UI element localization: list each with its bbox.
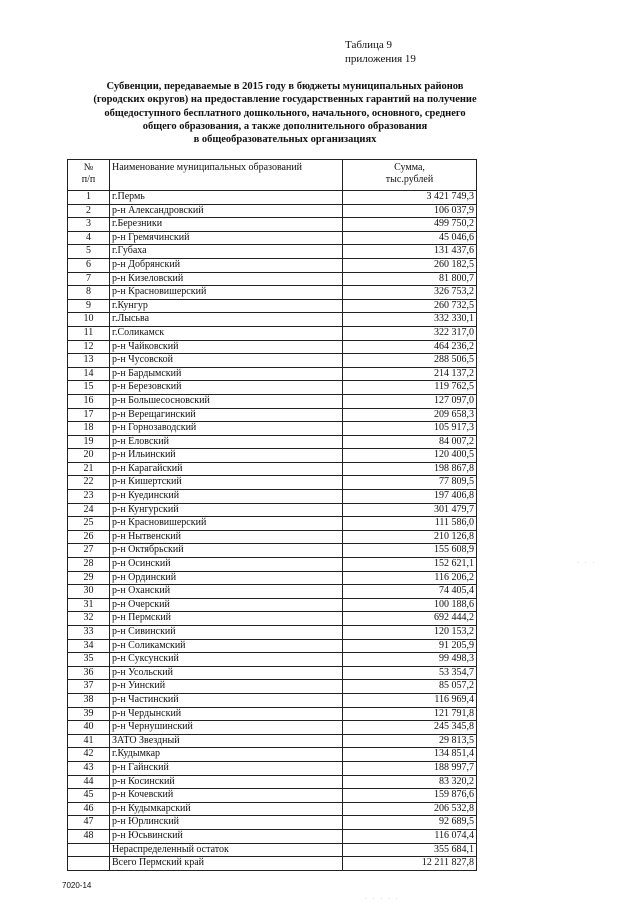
row-municipality: р-н Гайнский bbox=[110, 761, 343, 775]
table-row bbox=[68, 435, 477, 449]
table-row bbox=[68, 693, 477, 707]
row-sum: 116 074,4 bbox=[343, 829, 477, 843]
row-sum: 288 506,5 bbox=[343, 354, 477, 368]
row-municipality: р-н Октябрьский bbox=[110, 544, 343, 558]
table-row bbox=[68, 245, 477, 259]
row-number: 4 bbox=[68, 231, 110, 245]
row-sum: 120 153,2 bbox=[343, 626, 477, 640]
row-number: 46 bbox=[68, 802, 110, 816]
table-row bbox=[68, 258, 477, 272]
row-number: 18 bbox=[68, 422, 110, 436]
table-row bbox=[68, 680, 477, 694]
row-sum: 3 421 749,3 bbox=[343, 191, 477, 205]
row-municipality: г.Лысьва bbox=[110, 313, 343, 327]
row-number: 22 bbox=[68, 476, 110, 490]
table-row bbox=[68, 490, 477, 504]
row-municipality: р-н Юрлинский bbox=[110, 816, 343, 830]
row-municipality: р-н Еловский bbox=[110, 435, 343, 449]
row-sum: 99 498,3 bbox=[343, 653, 477, 667]
table-row bbox=[68, 802, 477, 816]
table-body bbox=[68, 191, 477, 871]
table-row bbox=[68, 340, 477, 354]
row-number: 33 bbox=[68, 626, 110, 640]
caption-appendix-number: приложения 19 bbox=[345, 53, 416, 65]
row-number: 14 bbox=[68, 367, 110, 381]
row-number: 47 bbox=[68, 816, 110, 830]
row-number: 27 bbox=[68, 544, 110, 558]
row-municipality: г.Губаха bbox=[110, 245, 343, 259]
table-row bbox=[68, 408, 477, 422]
row-municipality: р-н Чусовской bbox=[110, 354, 343, 368]
row-municipality: р-н Куединский bbox=[110, 490, 343, 504]
row-number: 39 bbox=[68, 707, 110, 721]
header-sum-unit: тыс.рублей bbox=[385, 174, 434, 185]
title-line: общего образования, а также дополнительного образования bbox=[142, 120, 428, 132]
table-row bbox=[68, 503, 477, 517]
row-municipality: р-н Бардымский bbox=[110, 367, 343, 381]
table-row bbox=[68, 653, 477, 667]
row-municipality: р-н Чернушинский bbox=[110, 721, 343, 735]
row-number: 25 bbox=[68, 517, 110, 531]
row-municipality: р-н Уинский bbox=[110, 680, 343, 694]
row-municipality: р-н Кунгурский bbox=[110, 503, 343, 517]
table-row bbox=[68, 626, 477, 640]
row-sum: 77 809,5 bbox=[343, 476, 477, 490]
row-municipality: р-н Очерский bbox=[110, 598, 343, 612]
row-municipality: р-н Александровский bbox=[110, 204, 343, 218]
table-row bbox=[68, 789, 477, 803]
table-row bbox=[68, 721, 477, 735]
row-sum: 245 345,8 bbox=[343, 721, 477, 735]
row-number: 13 bbox=[68, 354, 110, 368]
table-row bbox=[68, 272, 477, 286]
row-number: 36 bbox=[68, 666, 110, 680]
table-row bbox=[68, 748, 477, 762]
row-number: 32 bbox=[68, 612, 110, 626]
row-municipality: р-н Юсьвинский bbox=[110, 829, 343, 843]
row-number: 11 bbox=[68, 326, 110, 340]
row-municipality: р-н Частинский bbox=[110, 693, 343, 707]
row-municipality: р-н Ординский bbox=[110, 571, 343, 585]
row-sum: 214 137,2 bbox=[343, 367, 477, 381]
table-header-row bbox=[68, 160, 477, 191]
row-municipality: р-н Сивинский bbox=[110, 626, 343, 640]
row-sum: 155 608,9 bbox=[343, 544, 477, 558]
row-sum: 92 689,5 bbox=[343, 816, 477, 830]
table-row bbox=[68, 299, 477, 313]
table-row bbox=[68, 761, 477, 775]
row-sum: 198 867,8 bbox=[343, 462, 477, 476]
row-number: 45 bbox=[68, 789, 110, 803]
table-row bbox=[68, 707, 477, 721]
table-row bbox=[68, 354, 477, 368]
table-row bbox=[68, 218, 477, 232]
row-sum: 45 046,6 bbox=[343, 231, 477, 245]
table-row bbox=[68, 326, 477, 340]
row-sum: 326 753,2 bbox=[343, 286, 477, 300]
row-sum: 111 586,0 bbox=[343, 517, 477, 531]
row-sum: 322 317,0 bbox=[343, 326, 477, 340]
row-number: 10 bbox=[68, 313, 110, 327]
table-row bbox=[68, 843, 477, 857]
row-number: 30 bbox=[68, 585, 110, 599]
title-line: общедоступного бесплатного дошкольного, начального, основного, среднего bbox=[104, 107, 466, 119]
row-sum: 116 969,4 bbox=[343, 693, 477, 707]
row-sum: 85 057,2 bbox=[343, 680, 477, 694]
row-number: 19 bbox=[68, 435, 110, 449]
table-row bbox=[68, 313, 477, 327]
header-number bbox=[68, 160, 110, 191]
row-municipality: р-н Ильинский bbox=[110, 449, 343, 463]
table-row bbox=[68, 829, 477, 843]
subvention-table bbox=[67, 159, 477, 871]
document-title bbox=[60, 80, 510, 146]
document-code: 7020-14 bbox=[62, 881, 92, 890]
row-number: 23 bbox=[68, 490, 110, 504]
row-number: 20 bbox=[68, 449, 110, 463]
row-sum: 131 437,6 bbox=[343, 245, 477, 259]
table-row bbox=[68, 422, 477, 436]
row-municipality: р-н Пермский bbox=[110, 612, 343, 626]
table-row bbox=[68, 204, 477, 218]
row-sum: 197 406,8 bbox=[343, 490, 477, 504]
row-number: 48 bbox=[68, 829, 110, 843]
table-row bbox=[68, 571, 477, 585]
row-sum: 91 205,9 bbox=[343, 639, 477, 653]
row-number: 40 bbox=[68, 721, 110, 735]
table-row bbox=[68, 367, 477, 381]
table-row bbox=[68, 530, 477, 544]
row-number: 37 bbox=[68, 680, 110, 694]
row-municipality: г.Кунгур bbox=[110, 299, 343, 313]
row-number: 26 bbox=[68, 530, 110, 544]
row-sum: 332 330,1 bbox=[343, 313, 477, 327]
row-municipality: р-н Кочевский bbox=[110, 789, 343, 803]
row-sum: 499 750,2 bbox=[343, 218, 477, 232]
table-caption bbox=[345, 38, 416, 66]
scan-speck: · · · bbox=[577, 560, 597, 566]
table-row bbox=[68, 734, 477, 748]
row-sum: 464 236,2 bbox=[343, 340, 477, 354]
table-row bbox=[68, 381, 477, 395]
row-number bbox=[68, 843, 110, 857]
row-municipality: Нераспределенный остаток bbox=[110, 843, 343, 857]
row-sum: 260 182,5 bbox=[343, 258, 477, 272]
row-municipality: р-н Гремячинский bbox=[110, 231, 343, 245]
scan-speck: · · · · · bbox=[365, 896, 400, 902]
row-sum: 83 320,2 bbox=[343, 775, 477, 789]
row-number: 6 bbox=[68, 258, 110, 272]
row-sum: 84 007,2 bbox=[343, 435, 477, 449]
row-number: 5 bbox=[68, 245, 110, 259]
row-municipality: р-н Оханский bbox=[110, 585, 343, 599]
row-sum: 355 684,1 bbox=[343, 843, 477, 857]
row-municipality: р-н Соликамский bbox=[110, 639, 343, 653]
table-row bbox=[68, 476, 477, 490]
header-number-abbr: п/п bbox=[81, 174, 96, 185]
row-municipality: р-н Красновишерский bbox=[110, 517, 343, 531]
table-row bbox=[68, 517, 477, 531]
row-sum: 29 813,5 bbox=[343, 734, 477, 748]
row-municipality: р-н Суксунский bbox=[110, 653, 343, 667]
title-line: (городских округов) на предоставление государственных гарантий на получение bbox=[93, 94, 477, 106]
row-sum: 152 621,1 bbox=[343, 558, 477, 572]
row-municipality: р-н Осинский bbox=[110, 558, 343, 572]
row-sum: 12 211 827,8 bbox=[343, 857, 477, 871]
title-line: в общеобразовательных организациях bbox=[193, 134, 377, 146]
row-municipality: р-н Добрянский bbox=[110, 258, 343, 272]
row-number: 41 bbox=[68, 734, 110, 748]
row-sum: 106 037,9 bbox=[343, 204, 477, 218]
row-municipality: г.Соликамск bbox=[110, 326, 343, 340]
row-municipality: р-н Усольский bbox=[110, 666, 343, 680]
row-municipality: р-н Горнозаводский bbox=[110, 422, 343, 436]
row-number: 44 bbox=[68, 775, 110, 789]
row-sum: 301 479,7 bbox=[343, 503, 477, 517]
row-number: 29 bbox=[68, 571, 110, 585]
row-sum: 105 917,3 bbox=[343, 422, 477, 436]
table-row bbox=[68, 558, 477, 572]
row-municipality: р-н Кудымкарский bbox=[110, 802, 343, 816]
table-row bbox=[68, 585, 477, 599]
row-sum: 260 732,5 bbox=[343, 299, 477, 313]
table-row bbox=[68, 191, 477, 205]
row-sum: 206 532,8 bbox=[343, 802, 477, 816]
row-municipality: г.Пермь bbox=[110, 191, 343, 205]
header-sum-label: Сумма, bbox=[394, 162, 425, 173]
row-number: 8 bbox=[68, 286, 110, 300]
row-number: 1 bbox=[68, 191, 110, 205]
row-municipality: ЗАТО Звездный bbox=[110, 734, 343, 748]
row-number bbox=[68, 857, 110, 871]
table-row bbox=[68, 231, 477, 245]
row-sum: 74 405,4 bbox=[343, 585, 477, 599]
row-sum: 81 800,7 bbox=[343, 272, 477, 286]
table-row bbox=[68, 775, 477, 789]
table-row bbox=[68, 816, 477, 830]
row-number: 43 bbox=[68, 761, 110, 775]
row-municipality: р-н Косинский bbox=[110, 775, 343, 789]
table-row bbox=[68, 598, 477, 612]
table-row bbox=[68, 394, 477, 408]
row-number: 15 bbox=[68, 381, 110, 395]
header-number-symbol: № bbox=[83, 162, 94, 173]
row-municipality: р-н Нытвенский bbox=[110, 530, 343, 544]
row-sum: 120 400,5 bbox=[343, 449, 477, 463]
header-municipality: Наименование муниципальных образований bbox=[110, 160, 343, 191]
table-row bbox=[68, 612, 477, 626]
row-sum: 116 206,2 bbox=[343, 571, 477, 585]
row-sum: 121 791,8 bbox=[343, 707, 477, 721]
row-municipality: р-н Березовский bbox=[110, 381, 343, 395]
row-number: 7 bbox=[68, 272, 110, 286]
row-number: 21 bbox=[68, 462, 110, 476]
row-sum: 692 444,2 bbox=[343, 612, 477, 626]
row-number: 17 bbox=[68, 408, 110, 422]
row-number: 9 bbox=[68, 299, 110, 313]
row-municipality: р-н Кишертский bbox=[110, 476, 343, 490]
table-row bbox=[68, 286, 477, 300]
table-row bbox=[68, 544, 477, 558]
row-sum: 210 126,8 bbox=[343, 530, 477, 544]
row-number: 24 bbox=[68, 503, 110, 517]
row-sum: 100 188,6 bbox=[343, 598, 477, 612]
table-row bbox=[68, 449, 477, 463]
row-sum: 134 851,4 bbox=[343, 748, 477, 762]
row-sum: 127 097,0 bbox=[343, 394, 477, 408]
row-municipality: г.Кудымкар bbox=[110, 748, 343, 762]
row-number: 38 bbox=[68, 693, 110, 707]
row-number: 35 bbox=[68, 653, 110, 667]
row-sum: 159 876,6 bbox=[343, 789, 477, 803]
row-municipality: р-н Верещагинский bbox=[110, 408, 343, 422]
row-municipality: р-н Чайковский bbox=[110, 340, 343, 354]
row-municipality: р-н Красновишерский bbox=[110, 286, 343, 300]
row-municipality: р-н Чердынский bbox=[110, 707, 343, 721]
row-number: 31 bbox=[68, 598, 110, 612]
table-row bbox=[68, 666, 477, 680]
row-municipality: р-н Карагайский bbox=[110, 462, 343, 476]
row-municipality: г.Березники bbox=[110, 218, 343, 232]
row-number: 2 bbox=[68, 204, 110, 218]
table-row bbox=[68, 639, 477, 653]
row-municipality: р-н Кизеловский bbox=[110, 272, 343, 286]
row-sum: 119 762,5 bbox=[343, 381, 477, 395]
row-number: 34 bbox=[68, 639, 110, 653]
title-line: Субвенции, передаваемые в 2015 году в бюджеты муниципальных районов bbox=[106, 81, 464, 92]
row-municipality: р-н Большесосновский bbox=[110, 394, 343, 408]
header-sum bbox=[343, 160, 477, 191]
row-number: 42 bbox=[68, 748, 110, 762]
row-number: 16 bbox=[68, 394, 110, 408]
row-sum: 188 997,7 bbox=[343, 761, 477, 775]
row-sum: 53 354,7 bbox=[343, 666, 477, 680]
row-number: 12 bbox=[68, 340, 110, 354]
row-number: 3 bbox=[68, 218, 110, 232]
row-municipality: Всего Пермский край bbox=[110, 857, 343, 871]
row-sum: 209 658,3 bbox=[343, 408, 477, 422]
table-row bbox=[68, 857, 477, 871]
caption-table-number: Таблица 9 bbox=[345, 39, 393, 51]
table-row bbox=[68, 462, 477, 476]
row-number: 28 bbox=[68, 558, 110, 572]
